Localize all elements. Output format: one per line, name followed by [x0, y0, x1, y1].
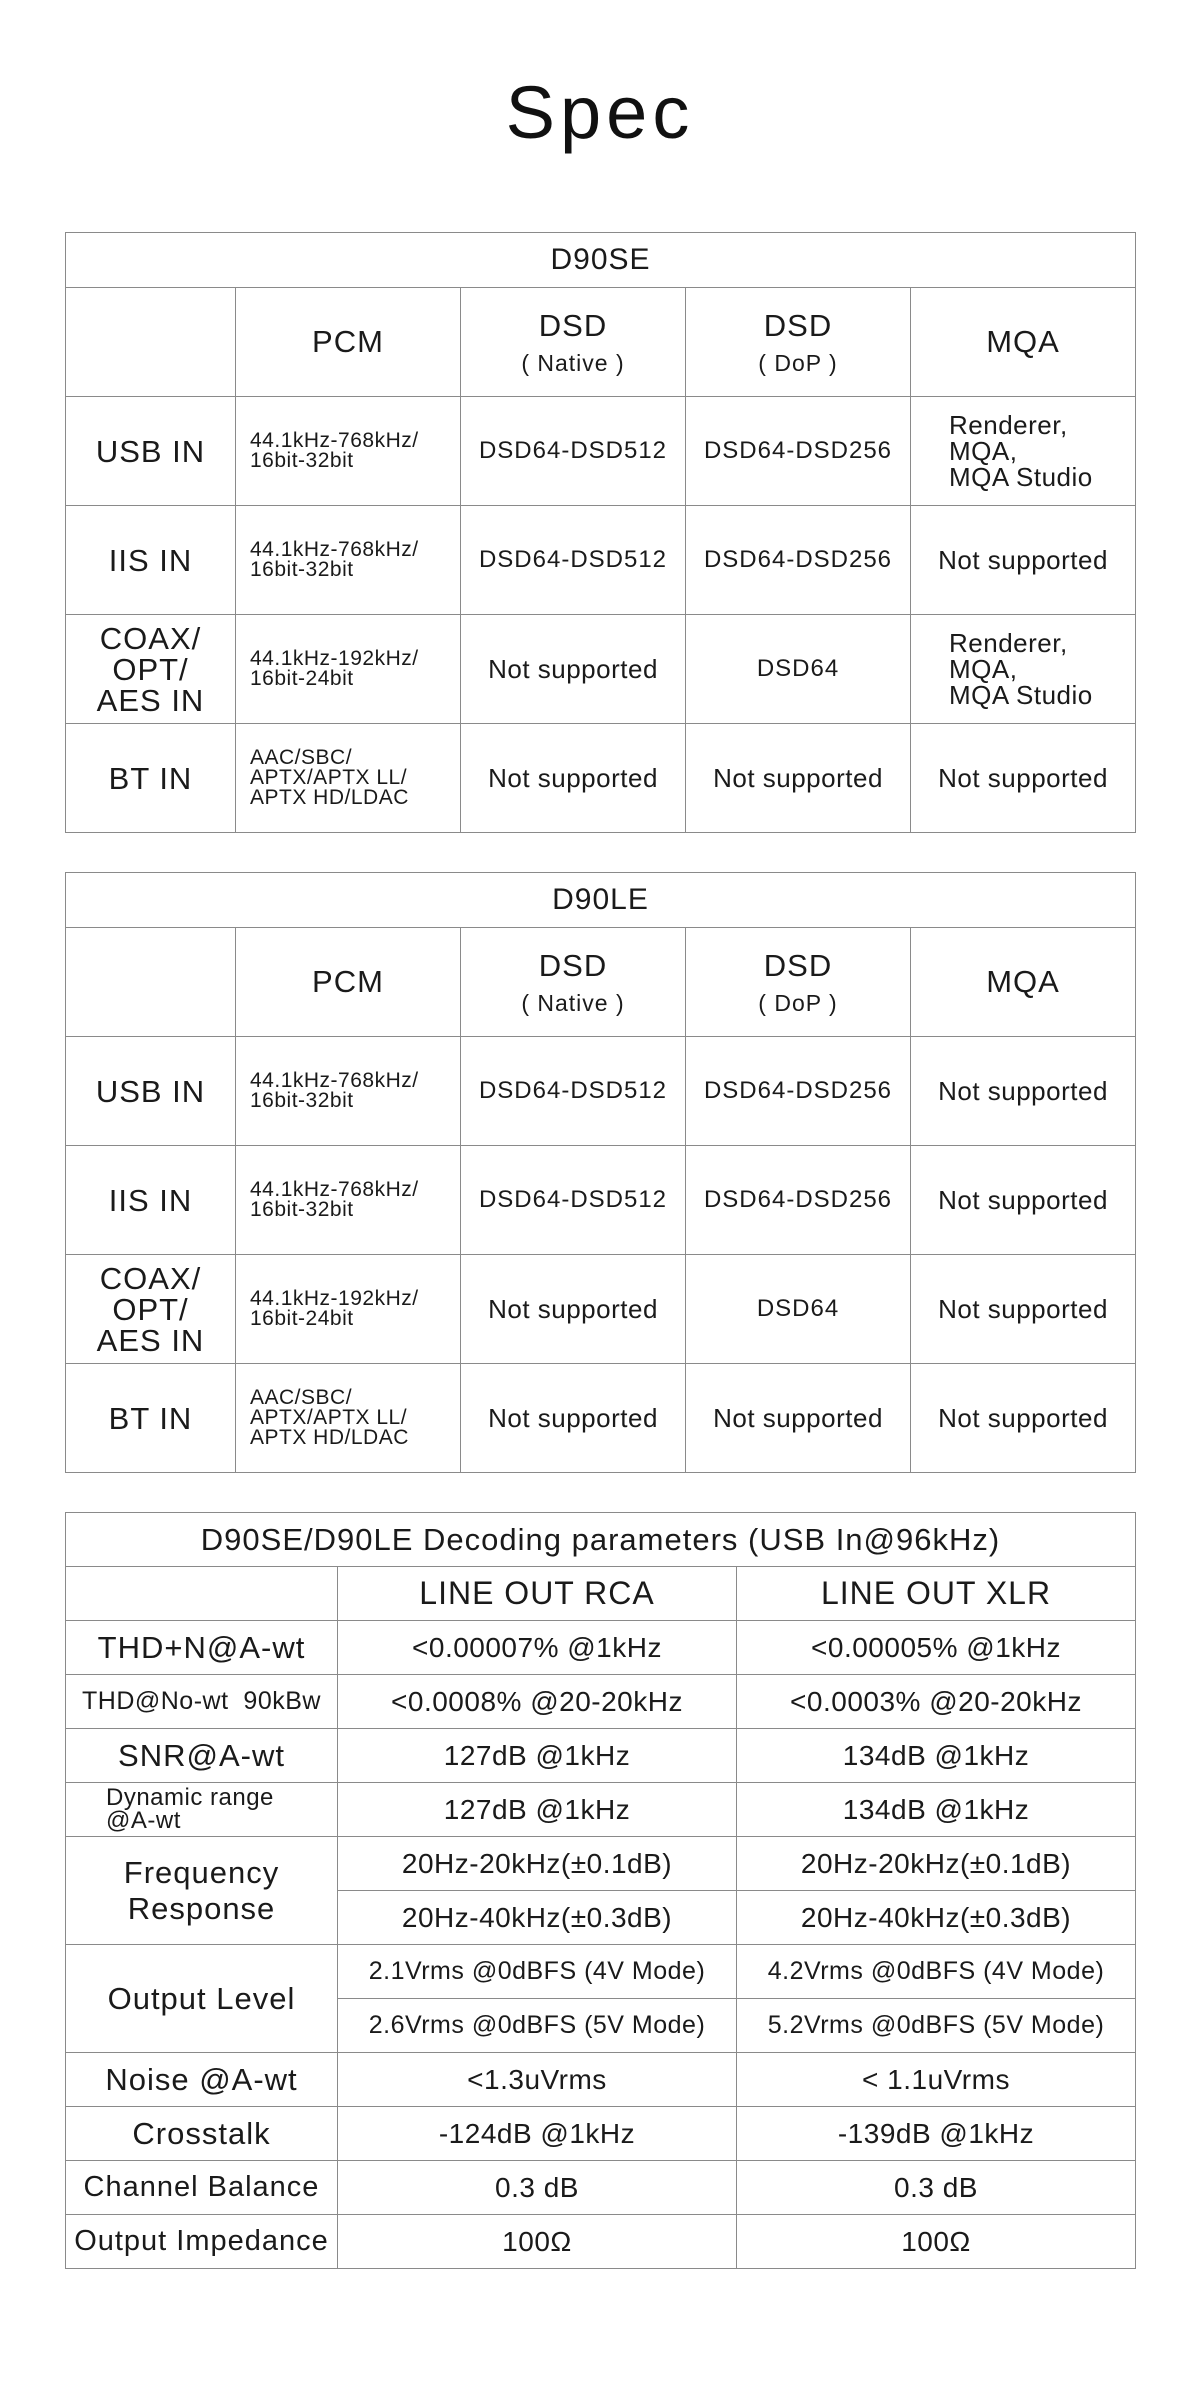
- table-row: [66, 1675, 1136, 1729]
- cell-mqa: Not supported: [911, 724, 1136, 833]
- cell-dsd-dop: DSD64: [686, 615, 911, 724]
- cell-rca: 2.1Vrms @0dBFS (4V Mode): [338, 1945, 737, 1999]
- cell-xlr: 134dB @1kHz: [737, 1783, 1136, 1837]
- table-header-row: [66, 288, 1136, 397]
- cell-mqa: Renderer, MQA, MQA Studio: [911, 615, 1136, 724]
- table-row: [66, 1621, 1136, 1675]
- cell-xlr: 4.2Vrms @0dBFS (4V Mode): [737, 1945, 1136, 1999]
- header-dsd-dop-label: DSD: [763, 947, 833, 983]
- row-input: USB IN: [66, 397, 236, 506]
- cell-pcm: 44.1kHz-768kHz/ 16bit-32bit: [236, 1146, 461, 1255]
- row-input: COAX/ OPT/ AES IN: [66, 615, 236, 724]
- cell-mqa: Not supported: [911, 506, 1136, 615]
- table-header-row: [66, 928, 1136, 1037]
- table-row: [66, 2053, 1136, 2107]
- cell-rca: -124dB @1kHz: [338, 2107, 737, 2161]
- header-dsd-native-sub: ( Native ): [521, 989, 625, 1016]
- header-dsd-dop: [686, 288, 911, 397]
- table-caption: D90SE/D90LE Decoding parameters (USB In@96kHz): [66, 1513, 1136, 1567]
- cell-mqa: Not supported: [911, 1146, 1136, 1255]
- header-dsd-dop-label: DSD: [763, 307, 833, 343]
- row-label-snr: SNR@A-wt: [66, 1729, 338, 1783]
- cell-xlr: 5.2Vrms @0dBFS (5V Mode): [737, 1999, 1136, 2053]
- cell-dsd-native: Not supported: [461, 615, 686, 724]
- cell-xlr: 20Hz-20kHz(±0.1dB): [737, 1837, 1136, 1891]
- decoding-parameters-table: [65, 1512, 1136, 2269]
- row-label-noise: Noise @A-wt: [66, 2053, 338, 2107]
- header-dsd-native-label: DSD: [538, 947, 608, 983]
- page-title: Spec: [505, 71, 695, 154]
- cell-rca: <1.3uVrms: [338, 2053, 737, 2107]
- header-dsd-native: [461, 928, 686, 1037]
- header-empty: [66, 1567, 338, 1621]
- row-label-frequency-response: Frequency Response: [66, 1837, 338, 1945]
- table-row: [66, 397, 1136, 506]
- cell-dsd-native: DSD64-DSD512: [461, 1037, 686, 1146]
- row-label-output-level: Output Level: [66, 1945, 338, 2053]
- cell-dsd-dop: Not supported: [686, 724, 911, 833]
- row-label-dynamic-range: Dynamic range @A-wt: [66, 1783, 338, 1837]
- header-dsd-dop-sub: ( DoP ): [758, 349, 838, 376]
- cell-rca: 0.3 dB: [338, 2161, 737, 2215]
- row-input: COAX/ OPT/ AES IN: [66, 1255, 236, 1364]
- header-empty: [66, 928, 236, 1037]
- header-dsd-dop-sub: ( DoP ): [758, 989, 838, 1016]
- cell-rca: 127dB @1kHz: [338, 1783, 737, 1837]
- cell-rca: 20Hz-40kHz(±0.3dB): [338, 1891, 737, 1945]
- cell-rca: 127dB @1kHz: [338, 1729, 737, 1783]
- cell-rca: 20Hz-20kHz(±0.1dB): [338, 1837, 737, 1891]
- cell-dsd-dop: DSD64-DSD256: [686, 1037, 911, 1146]
- header-pcm: PCM: [236, 928, 461, 1037]
- table-row: [66, 506, 1136, 615]
- table-row: [66, 615, 1136, 724]
- header-dsd-native-label: DSD: [538, 307, 608, 343]
- cell-dsd-dop: DSD64-DSD256: [686, 397, 911, 506]
- table-row: [66, 1364, 1136, 1473]
- cell-xlr: <0.0003% @20-20kHz: [737, 1675, 1136, 1729]
- row-label-crosstalk: Crosstalk: [66, 2107, 338, 2161]
- cell-pcm: 44.1kHz-192kHz/ 16bit-24bit: [236, 1255, 461, 1364]
- d90se-spec-table: [65, 232, 1136, 833]
- header-mqa: MQA: [911, 288, 1136, 397]
- cell-rca: 2.6Vrms @0dBFS (5V Mode): [338, 1999, 737, 2053]
- cell-dsd-dop: DSD64: [686, 1255, 911, 1364]
- row-label-thd: THD@No-wt 90kBw: [66, 1675, 338, 1729]
- row-input: BT IN: [66, 1364, 236, 1473]
- header-dsd-native-sub: ( Native ): [521, 349, 625, 376]
- cell-xlr: 20Hz-40kHz(±0.3dB): [737, 1891, 1136, 1945]
- cell-dsd-native: Not supported: [461, 724, 686, 833]
- table-caption: D90SE: [66, 233, 1136, 288]
- cell-dsd-native: Not supported: [461, 1255, 686, 1364]
- cell-xlr: 0.3 dB: [737, 2161, 1136, 2215]
- cell-dsd-native: DSD64-DSD512: [461, 506, 686, 615]
- cell-dsd-dop: DSD64-DSD256: [686, 1146, 911, 1255]
- cell-pcm: AAC/SBC/ APTX/APTX LL/ APTX HD/LDAC: [236, 724, 461, 833]
- row-label-output-impedance: Output Impedance: [66, 2215, 338, 2269]
- cell-xlr: -139dB @1kHz: [737, 2107, 1136, 2161]
- header-mqa: MQA: [911, 928, 1136, 1037]
- cell-rca: <0.00007% @1kHz: [338, 1621, 737, 1675]
- cell-rca: 100Ω: [338, 2215, 737, 2269]
- d90le-spec-table: [65, 872, 1136, 1473]
- cell-dsd-native: DSD64-DSD512: [461, 1146, 686, 1255]
- cell-mqa: Not supported: [911, 1364, 1136, 1473]
- cell-xlr: <0.00005% @1kHz: [737, 1621, 1136, 1675]
- cell-mqa: Not supported: [911, 1037, 1136, 1146]
- table-row: [66, 2215, 1136, 2269]
- cell-xlr: < 1.1uVrms: [737, 2053, 1136, 2107]
- table-row: [66, 2107, 1136, 2161]
- header-line-out-rca: LINE OUT RCA: [338, 1567, 737, 1621]
- table-caption: D90LE: [66, 873, 1136, 928]
- table-row: [66, 1945, 1136, 1999]
- row-label-channel-balance: Channel Balance: [66, 2161, 338, 2215]
- cell-rca: <0.0008% @20-20kHz: [338, 1675, 737, 1729]
- row-label-thd-n: THD+N@A-wt: [66, 1621, 338, 1675]
- header-dsd-native: [461, 288, 686, 397]
- header-line-out-xlr: LINE OUT XLR: [737, 1567, 1136, 1621]
- row-input: IIS IN: [66, 1146, 236, 1255]
- cell-xlr: 100Ω: [737, 2215, 1136, 2269]
- cell-mqa: Not supported: [911, 1255, 1136, 1364]
- cell-dsd-native: DSD64-DSD512: [461, 397, 686, 506]
- header-empty: [66, 288, 236, 397]
- cell-mqa: Renderer, MQA, MQA Studio: [911, 397, 1136, 506]
- row-input: IIS IN: [66, 506, 236, 615]
- cell-pcm: 44.1kHz-768kHz/ 16bit-32bit: [236, 506, 461, 615]
- table-row: [66, 1837, 1136, 1891]
- table-row: [66, 1037, 1136, 1146]
- table-header-row: [66, 1567, 1136, 1621]
- cell-pcm: 44.1kHz-768kHz/ 16bit-32bit: [236, 397, 461, 506]
- table-row: [66, 1146, 1136, 1255]
- cell-dsd-dop: Not supported: [686, 1364, 911, 1473]
- cell-dsd-native: Not supported: [461, 1364, 686, 1473]
- cell-pcm: 44.1kHz-192kHz/ 16bit-24bit: [236, 615, 461, 724]
- table-row: [66, 1729, 1136, 1783]
- cell-xlr: 134dB @1kHz: [737, 1729, 1136, 1783]
- cell-pcm: AAC/SBC/ APTX/APTX LL/ APTX HD/LDAC: [236, 1364, 461, 1473]
- table-row: [66, 2161, 1136, 2215]
- header-dsd-dop: [686, 928, 911, 1037]
- table-row: [66, 724, 1136, 833]
- cell-pcm: 44.1kHz-768kHz/ 16bit-32bit: [236, 1037, 461, 1146]
- header-pcm: PCM: [236, 288, 461, 397]
- row-input: USB IN: [66, 1037, 236, 1146]
- table-row: [66, 1255, 1136, 1364]
- table-row: [66, 1783, 1136, 1837]
- row-input: BT IN: [66, 724, 236, 833]
- cell-dsd-dop: DSD64-DSD256: [686, 506, 911, 615]
